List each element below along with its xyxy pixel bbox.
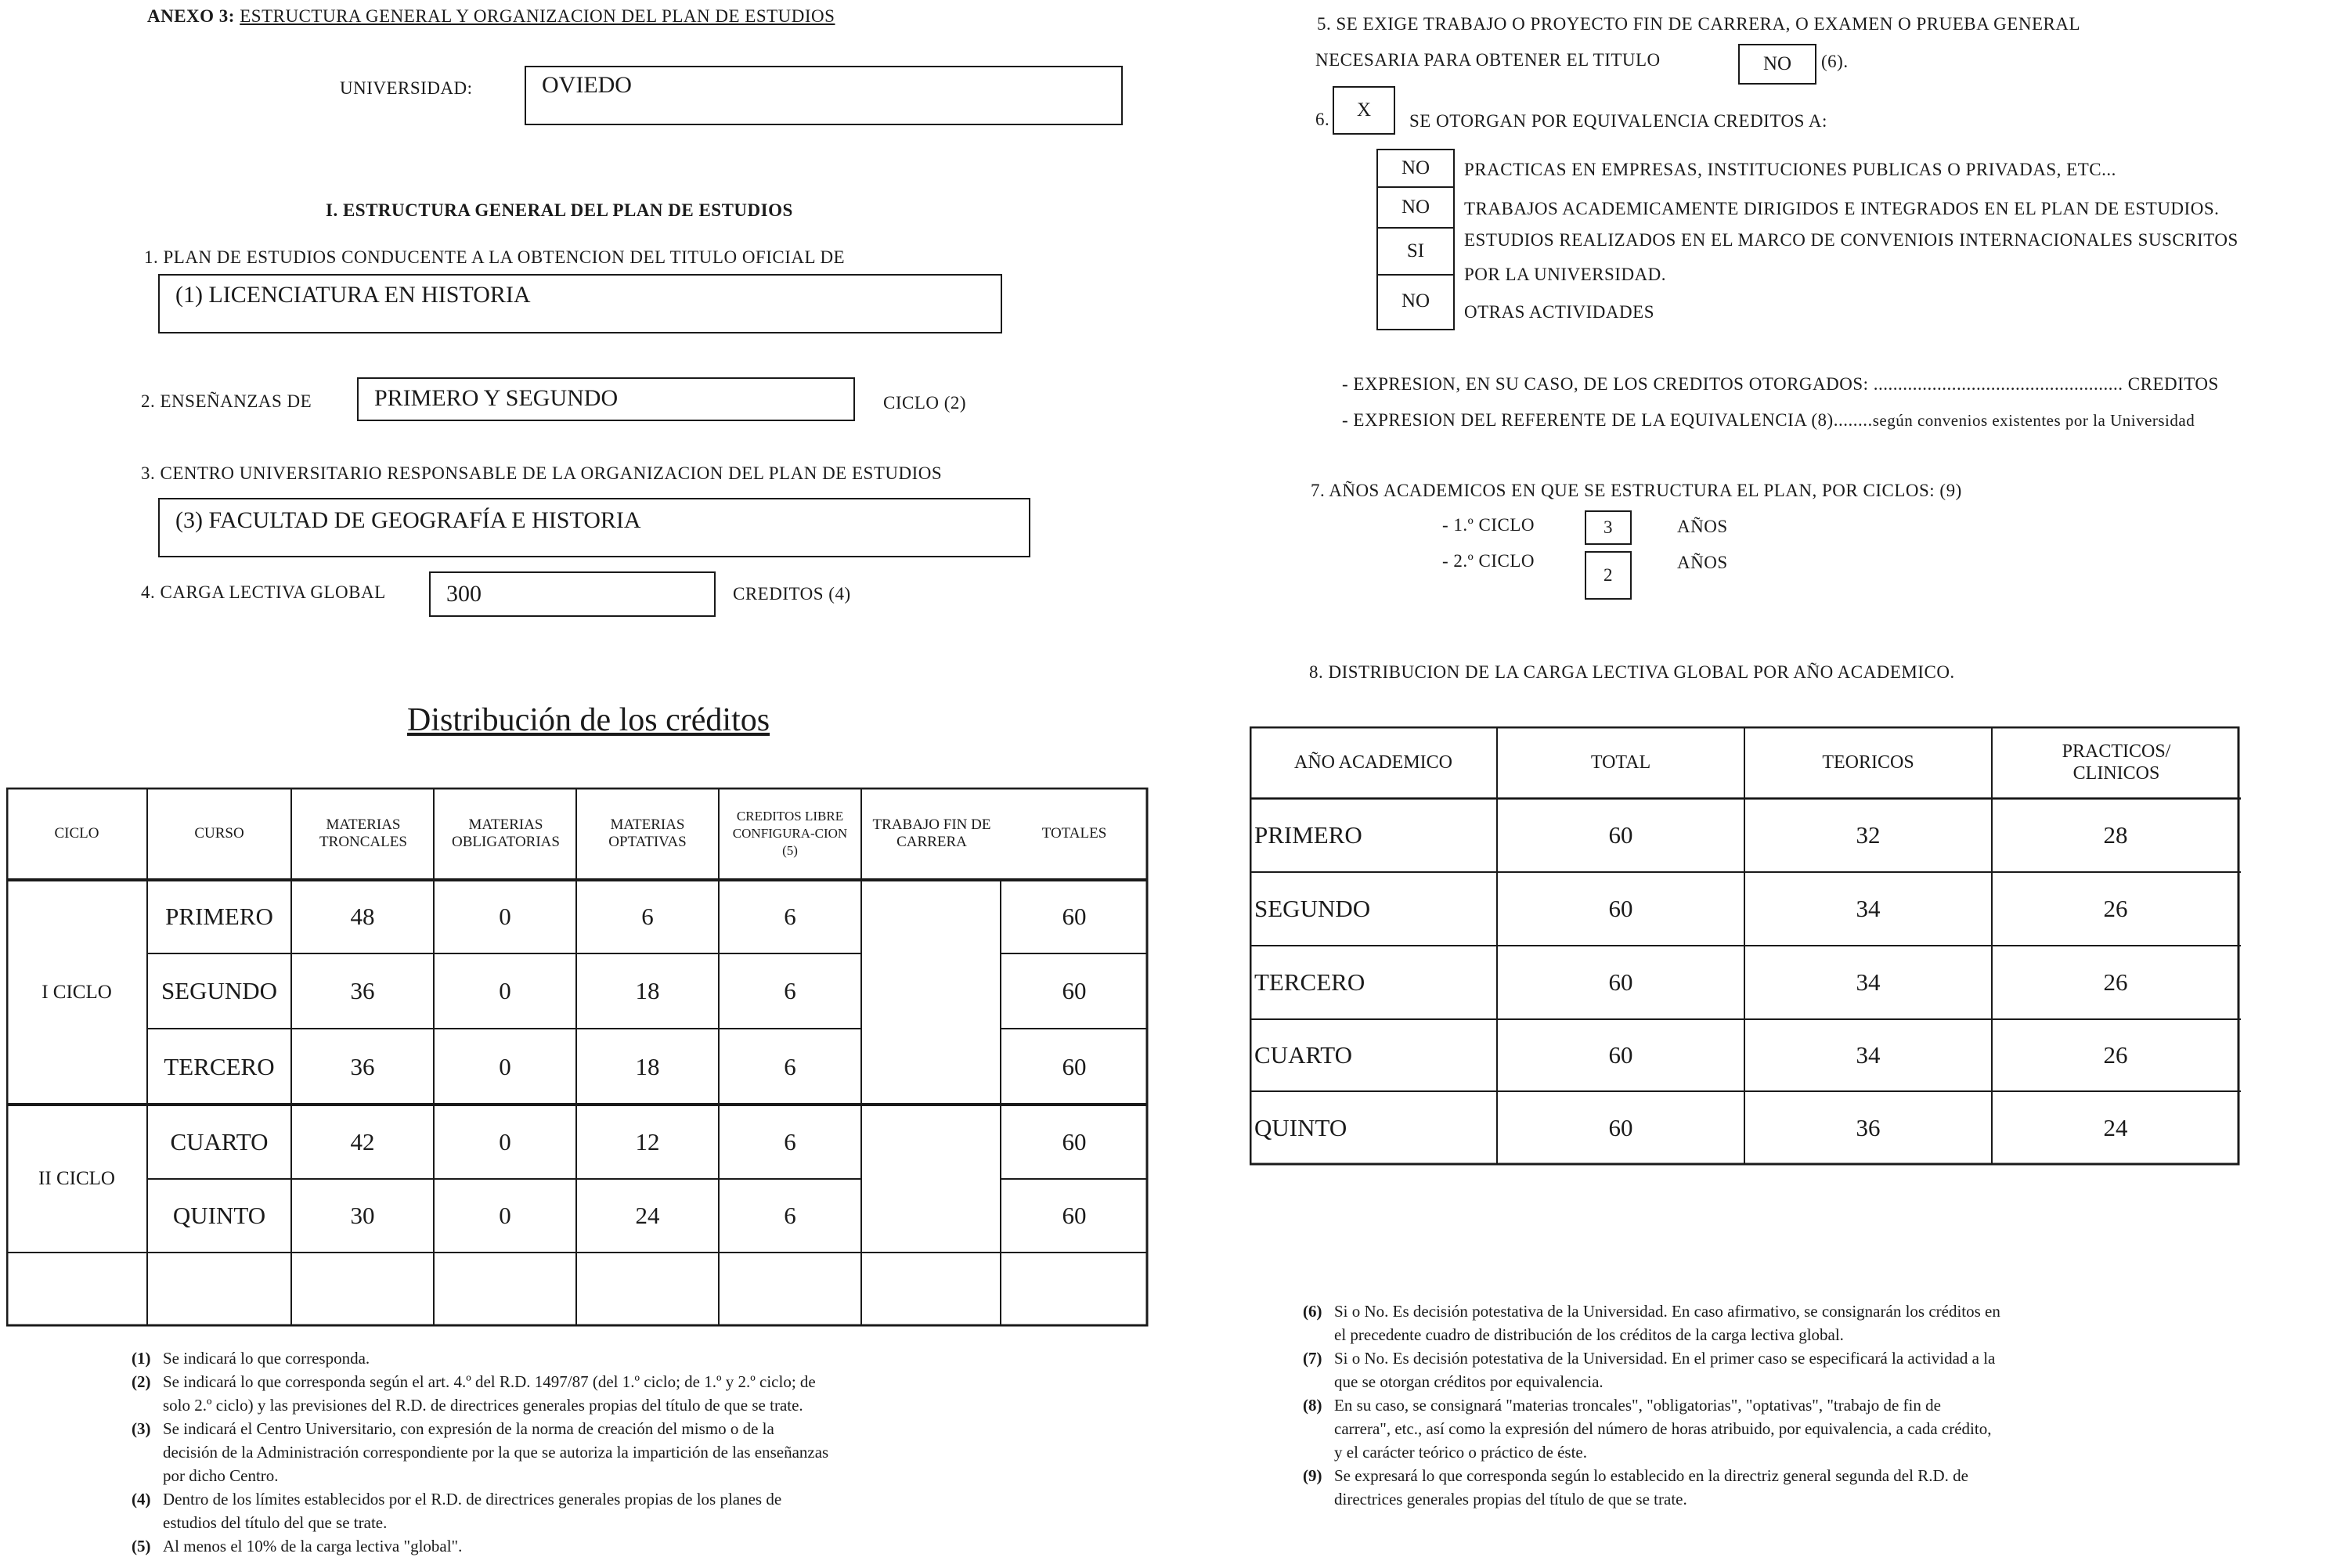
- row-1-curso: PRIMERO: [165, 903, 273, 930]
- row-1-optativas: 6: [641, 903, 654, 930]
- header-optativas: MATERIAS OPTATIVAS: [608, 816, 687, 850]
- degree-field[interactable]: [158, 274, 1002, 333]
- year-row-1-teoricos: 32: [1856, 821, 1881, 849]
- q7-label: 7. AÑOS ACADEMICOS EN QUE SE ESTRUCTURA EL PLAN, POR CICLOS: (9): [1311, 481, 1962, 500]
- row-3-curso: TERCERO: [164, 1052, 275, 1080]
- section-title: I. ESTRUCTURA GENERAL DEL PLAN DE ESTUDIOS: [326, 200, 793, 220]
- q6-checkbox[interactable]: [1333, 86, 1395, 135]
- annex-label: ANEXO 3:: [147, 6, 235, 26]
- expression-reference-value: según convenios existentes por la Universidad: [1872, 411, 2195, 430]
- footnote-8-cont-1: carrera", etc., así como la expresión del número de horas atribuido, por equivalencia, a cada crédito,: [1334, 1419, 1992, 1438]
- footnote-9-cont: directrices generales propias del título de que se trate.: [1334, 1490, 1687, 1509]
- footnote-3-cont-2: por dicho Centro.: [163, 1466, 279, 1485]
- q6-option-2-label: TRABAJOS ACADEMICAMENTE DIRIGIDOS E INTEGRADOS EN EL PLAN DE ESTUDIOS.: [1464, 199, 2220, 218]
- year-row-4-name: CUARTO: [1254, 1041, 1353, 1069]
- cycle-2-label: II CICLO: [38, 1167, 115, 1189]
- distribution-title: Distribución de los créditos: [407, 702, 770, 738]
- center-value: (3) FACULTAD DE GEOGRAFÍA E HISTORIA: [175, 507, 641, 533]
- year-row-1-practicos: 28: [2103, 821, 2128, 849]
- year-row-5-teoricos: 36: [1856, 1114, 1881, 1141]
- expression-reference-dots: ........: [1833, 410, 1873, 430]
- row-3-obligatorias: 0: [499, 1052, 511, 1080]
- q4-suffix: CREDITOS (4): [733, 584, 851, 604]
- footnote-6: (6) Si o No. Es decisión potestativa de la Universidad. En caso afirmativo, se consignarán los créditos en: [1303, 1302, 2000, 1321]
- row-5-libre: 6: [784, 1202, 796, 1229]
- row-2-total: 60: [1062, 977, 1087, 1004]
- q5-answer: NO: [1762, 53, 1792, 74]
- row-5-troncales: 30: [350, 1202, 375, 1229]
- university-label: UNIVERSIDAD:: [340, 78, 473, 98]
- row-4-troncales: 42: [350, 1127, 375, 1155]
- row-1-troncales: 48: [350, 903, 375, 930]
- q1-label: 1. PLAN DE ESTUDIOS CONDUCENTE A LA OBTENCION DEL TITULO OFICIAL DE: [144, 247, 846, 267]
- footnote-3: (3) Se indicará el Centro Universitario, con expresión de la norma de creación del mismo o de la: [132, 1419, 774, 1438]
- row-4-obligatorias: 0: [499, 1127, 511, 1155]
- header-trabajo-fin: TRABAJO FIN DE CARRERA: [872, 816, 991, 850]
- footnote-9: (9) Se expresará lo que corresponda según lo establecido en la directriz general segunda del R.D. de: [1303, 1466, 1968, 1485]
- q2-suffix: CICLO (2): [883, 393, 967, 413]
- q6-option-3-box[interactable]: [1378, 229, 1453, 276]
- row-1-total: 60: [1062, 903, 1087, 930]
- footnote-4-cont: estudios del título del que se trate.: [163, 1513, 388, 1532]
- annex-heading: [147, 6, 835, 27]
- row-2-curso: SEGUNDO: [161, 977, 278, 1004]
- center-field[interactable]: [158, 498, 1030, 557]
- year-header-practicos: PRACTICOS/ CLINICOS: [2062, 741, 2171, 784]
- q6-label: SE OTORGAN POR EQUIVALENCIA CREDITOS A:: [1409, 111, 1827, 131]
- q5-answer-box[interactable]: [1738, 44, 1816, 85]
- row-4-total: 60: [1062, 1127, 1087, 1155]
- q4-label: 4. CARGA LECTIVA GLOBAL: [141, 582, 386, 602]
- year-row-1-total: 60: [1608, 821, 1633, 849]
- year-header-academic: AÑO ACADEMICO: [1293, 752, 1452, 773]
- row-4-libre: 6: [784, 1127, 796, 1155]
- footnote-8: (8) En su caso, se consignará "materias troncales", "obligatorias", "optativas", "trabajo de fin de: [1303, 1396, 1941, 1415]
- header-ciclo: CICLO: [54, 825, 99, 842]
- year-row-3-name: TERCERO: [1254, 968, 1365, 996]
- footnote-1: (1) Se indicará lo que corresponda.: [132, 1349, 370, 1368]
- footnote-7-cont: que se otorgan créditos por equivalencia.: [1334, 1372, 1603, 1391]
- year-row-3-total: 60: [1608, 968, 1633, 996]
- row-5-curso: QUINTO: [172, 1202, 266, 1229]
- footnote-8-cont-2: y el carácter teórico o práctico de éste.: [1334, 1443, 1587, 1462]
- q5-suffix: (6).: [1821, 52, 1849, 71]
- header-curso: CURSO: [194, 825, 244, 842]
- expression-credits-suffix: CREDITOS: [2127, 374, 2219, 394]
- footnotes-right: [1303, 1299, 2227, 1511]
- q6-option-3-label: ESTUDIOS REALIZADOS EN EL MARCO DE CONVENIOIS INTERNACIONALES SUSCRITOS: [1464, 230, 2238, 250]
- q6-option-4-box[interactable]: [1378, 276, 1453, 327]
- row-2-libre: 6: [784, 977, 796, 1004]
- row-3-troncales: 36: [350, 1052, 375, 1080]
- q5-line-1: 5. SE EXIGE TRABAJO O PROYECTO FIN DE CARRERA, O EXAMEN O PRUEBA GENERAL: [1317, 14, 2081, 34]
- q3-label: 3. CENTRO UNIVERSITARIO RESPONSABLE DE LA ORGANIZACION DEL PLAN DE ESTUDIOS: [141, 463, 943, 483]
- q7-cycle-2-label: - 2.º CICLO: [1442, 551, 1535, 571]
- q7-cycle-2-value: 2: [1603, 565, 1613, 585]
- footnote-4: (4) Dentro de los límites establecidos por el R.D. de directrices generales propias de los planes de: [132, 1490, 782, 1509]
- university-field[interactable]: [525, 66, 1123, 125]
- year-row-4-teoricos: 34: [1856, 1041, 1881, 1069]
- header-obligatorias: MATERIAS OBLIGATORIAS: [452, 816, 560, 850]
- credits-table: [6, 788, 1149, 1328]
- cycle-1-label: I CICLO: [41, 981, 112, 1003]
- row-5-obligatorias: 0: [499, 1202, 511, 1229]
- q8-label: 8. DISTRIBUCION DE LA CARGA LECTIVA GLOBAL POR AÑO ACADEMICO.: [1309, 662, 1955, 682]
- row-4-optativas: 12: [635, 1127, 660, 1155]
- year-row-5-name: QUINTO: [1254, 1114, 1347, 1141]
- q6-options-boxes: [1376, 149, 1455, 330]
- row-4-curso: CUARTO: [170, 1127, 269, 1155]
- q6-option-1-box[interactable]: [1378, 150, 1453, 188]
- year-row-3-practicos: 26: [2103, 968, 2128, 996]
- row-5-optativas: 24: [635, 1202, 660, 1229]
- expression-reference-label: - EXPRESION DEL REFERENTE DE LA EQUIVALENCIA (8): [1342, 410, 1834, 430]
- header-totales: TOTALES: [1041, 825, 1107, 842]
- year-row-4-total: 60: [1608, 1041, 1633, 1069]
- year-row-5-total: 60: [1608, 1114, 1633, 1141]
- q6-option-3-value: SI: [1406, 240, 1425, 261]
- row-2-troncales: 36: [350, 977, 375, 1004]
- footnote-5: (5) Al menos el 10% de la carga lectiva "global".: [132, 1537, 463, 1555]
- expression-credits: [1342, 374, 2219, 395]
- q7-cycle-2-unit: AÑOS: [1677, 553, 1728, 572]
- expression-reference: [1342, 410, 2195, 431]
- footnote-3-cont-1: decisión de la Administración correspondiente por la que se autoriza la impartición de las enseñanzas: [163, 1443, 829, 1462]
- year-row-2-total: 60: [1608, 895, 1633, 922]
- degree-value: (1) LICENCIATURA EN HISTORIA: [175, 282, 531, 308]
- credits-field[interactable]: [429, 571, 716, 617]
- row-2-optativas: 18: [635, 977, 660, 1004]
- cycles-field[interactable]: [357, 377, 855, 421]
- q7-cycle-1-value: 3: [1603, 517, 1613, 537]
- q6-option-4-label: OTRAS ACTIVIDADES: [1464, 302, 1654, 322]
- row-3-optativas: 18: [635, 1052, 660, 1080]
- year-header-total: TOTAL: [1590, 752, 1651, 773]
- q6-option-3-label-2: POR LA UNIVERSIDAD.: [1464, 265, 1667, 284]
- q6-option-1-value: NO: [1401, 157, 1430, 178]
- q2-label: 2. ENSEÑANZAS DE: [141, 391, 312, 411]
- footnote-2-cont: solo 2.º ciclo) y las previsiones del R.D. de directrices generales propias del título de que se trate.: [163, 1396, 803, 1415]
- q6-option-1-label: PRACTICAS EN EMPRESAS, INSTITUCIONES PUBLICAS O PRIVADAS, ETC...: [1464, 160, 2116, 179]
- q7-cycle-1-unit: AÑOS: [1677, 517, 1728, 536]
- university-value: OVIEDO: [542, 72, 632, 98]
- expression-credits-label: - EXPRESION, EN SU CASO, DE LOS CREDITOS OTORGADOS: .: [1342, 374, 1879, 394]
- year-row-4-practicos: 26: [2103, 1041, 2128, 1069]
- year-row-1-name: PRIMERO: [1254, 821, 1362, 849]
- q6-option-2-box[interactable]: [1378, 188, 1453, 229]
- row-1-libre: 6: [784, 903, 796, 930]
- year-header-teoricos: TEORICOS: [1822, 752, 1914, 773]
- cycles-value: PRIMERO Y SEGUNDO: [374, 385, 619, 411]
- q7-cycle-2-box[interactable]: [1585, 551, 1632, 600]
- q5-line-2: NECESARIA PARA OBTENER EL TITULO: [1315, 50, 1661, 70]
- q6-number: 6.: [1315, 110, 1330, 129]
- year-row-2-name: SEGUNDO: [1254, 895, 1371, 922]
- footnote-2: (2) Se indicará lo que corresponda según el art. 4.º del R.D. 1497/87 (del 1.º ciclo; de 1.º y 2.º ciclo; de: [132, 1372, 816, 1391]
- year-row-5-practicos: 24: [2103, 1114, 2128, 1141]
- q6-check-mark: X: [1356, 99, 1372, 121]
- year-row-2-practicos: 26: [2103, 895, 2128, 922]
- q6-option-4-value: NO: [1401, 290, 1430, 312]
- year-row-2-teoricos: 34: [1856, 895, 1881, 922]
- row-5-total: 60: [1062, 1202, 1087, 1229]
- header-troncales: MATERIAS TRONCALES: [319, 816, 407, 850]
- row-3-libre: 6: [784, 1052, 796, 1080]
- row-2-obligatorias: 0: [499, 977, 511, 1004]
- row-3-total: 60: [1062, 1052, 1087, 1080]
- q7-cycle-1-box[interactable]: [1585, 510, 1632, 545]
- annex-title: ESTRUCTURA GENERAL Y ORGANIZACION DEL PLAN DE ESTUDIOS: [240, 6, 835, 26]
- footnote-6-cont: el precedente cuadro de distribución de los créditos de la carga lectiva global.: [1334, 1325, 1844, 1344]
- row-1-obligatorias: 0: [499, 903, 511, 930]
- expression-credits-dots: ..................................................: [1878, 374, 2123, 394]
- footnotes-left: [132, 1346, 1024, 1558]
- footnote-7: (7) Si o No. Es decisión potestativa de la Universidad. En el primer caso se especificará la actividad a la: [1303, 1349, 1996, 1368]
- year-table: [1250, 726, 2241, 1166]
- q7-cycle-1-label: - 1.º CICLO: [1442, 515, 1535, 535]
- q6-option-2-value: NO: [1401, 196, 1430, 218]
- year-row-3-teoricos: 34: [1856, 968, 1881, 996]
- header-libre-configuracion: CREDITOS LIBRE CONFIGURA-CION (5): [732, 809, 848, 858]
- credits-value: 300: [446, 581, 482, 607]
